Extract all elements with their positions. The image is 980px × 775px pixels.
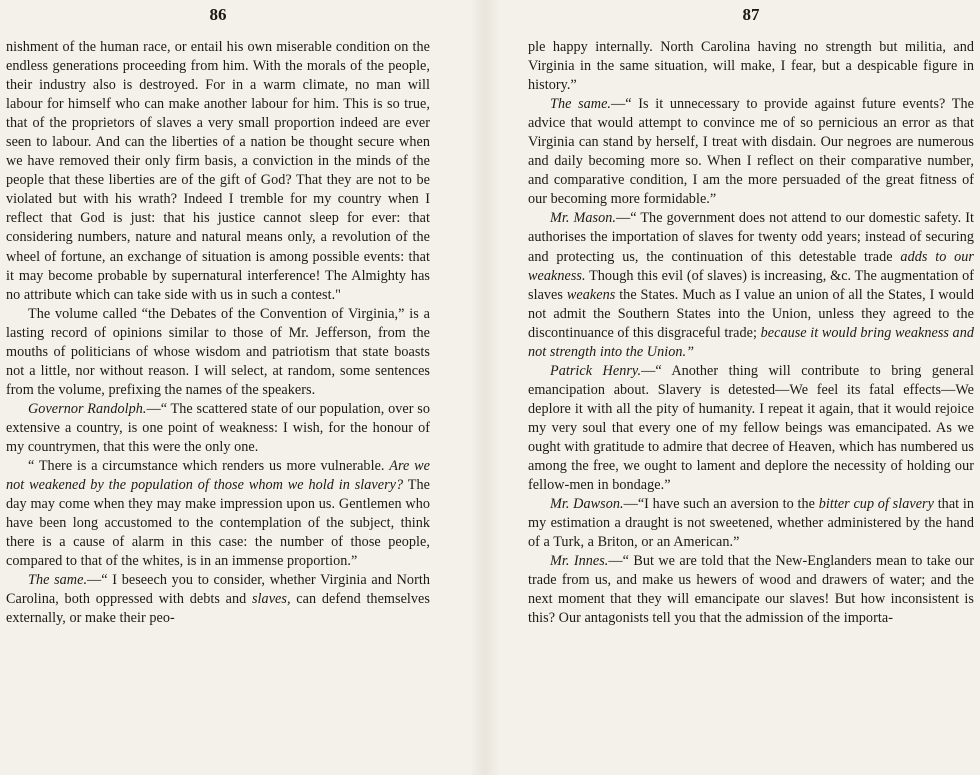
paragraph-text: The volume called “the Debates of the Convention of Virginia,” is a lasting record of opinions similar to those of Mr. Jefferson, from the mouths of politicians of whose wisdom and patriotism that state boasts not a little, nor without reason. I will select, at random, some sentences from the volume, prefixing the names of the speakers. xyxy=(6,305,430,398)
paragraph xyxy=(528,362,974,495)
paragraph xyxy=(6,38,430,305)
speaker-name: Mr. Innes. xyxy=(550,553,609,570)
speaker-name: The same. xyxy=(550,96,612,113)
paragraph-text: nishment of the human race, or entail his own miserable condition on the endless generations proceeding from him. With the morals of the people, their industry also is destroyed. For in a warm climate, no man will labour for himself who can make another labour for him. This is so true, that of the proprietors of slaves a very small proportion indeed are ever seen to labour. And can the liberties of a nation be thought secure when we have removed their only firm basis, a conviction in the minds of the people that these liberties are of the gift of God? That they are not to be violated but with his wrath? Indeed I tremble for my country when I reflect that God is just: that his justice cannot sleep for ever: that considering numbers, nature and natural means only, a revolution of the wheel of fortune, an exchange of situation is among possible events: that it may become probable by supernatural interference! The Almighty has no attribute which can take side with us in such a contest." xyxy=(6,39,430,303)
paragraph-text: ple happy internally. North Carolina having no strength but militia, and Virginia in the same situation, will make, I fear, but a despicable figure in history.” xyxy=(528,39,974,94)
paragraph-text: —“ Another thing will contribute to bring general emancipation about. Slavery is detested—We feel its fatal effects—We deplore it with all the pity of humanity. I repeat it again, that it would rejoice my very soul that every one of my fellow beings was emancipated. As we ought with gratitude to admire that decree of Heaven, which has numbered us among the free, we ought to lament and deplore the necessity of holding our fellow-men in bondage.” xyxy=(528,362,974,494)
italic-emphasis: because it would bring weakness and not strength into the Union.” xyxy=(528,324,974,360)
speaker-name: Governor Randolph. xyxy=(28,400,147,417)
paragraph-text: can defend themselves externally, or make their peo- xyxy=(6,591,430,627)
paragraph xyxy=(528,552,974,628)
paragraph xyxy=(6,571,430,628)
paragraph-text: —“ Is it unnecessary to provide against future events? The advice that would attempt to convince me of so pernicious an error as that Virginia can stand by herself, I treat with disdain. Our negroes are numerous and daily becoming more so. When I reflect on their comparative number, and comparative condition, I am the more persuaded of the great fitness of our becoming more formidable.” xyxy=(528,96,974,208)
paragraph-text: —“ But we are told that the New-Englanders mean to take our trade from us, and make us hewers of wood and drawers of water; and the next moment that they will emancipate our slaves! But how inconsistent is this? Our antagonists tell you that the admission of the importa- xyxy=(528,553,974,627)
paragraph-text: that in my estimation a draught is not sweetened, whether administered by the hand of a Turk, a Briton, or an American.” xyxy=(528,496,975,551)
paragraph-text: —“I have such an aversion to the xyxy=(623,496,815,513)
page-body xyxy=(528,38,974,628)
speaker-name: Patrick Henry. xyxy=(550,362,642,379)
paragraph-text: “ There is a circumstance which renders us more vulnerable. xyxy=(28,458,385,475)
page-number: 86 xyxy=(209,5,227,24)
paragraph-text: the States. Much as I value an union of all the States, I would not admit the Southern States into the Union, unless they agreed to the discontinuance of this disgraceful trade; xyxy=(528,286,974,341)
italic-emphasis: Are we not weakened by the population of those whom we hold in slavery? xyxy=(6,458,430,494)
paragraph-text: —“ The government does not attend to our domestic safety. It authorises the importation of slaves for twenty odd years; instead of securing and protecting us, the continuation of this detestable trade xyxy=(528,210,974,265)
speaker-name: Mr. Dawson. xyxy=(550,496,624,513)
italic-emphasis: weakens xyxy=(566,286,616,303)
paragraph xyxy=(528,209,974,361)
paragraph-text: Though this evil (of slaves) is increasing, &c. The augmentation of slaves xyxy=(528,267,974,303)
italic-emphasis: slaves, xyxy=(251,591,291,608)
italic-emphasis: bitter cup of slavery xyxy=(818,496,934,513)
speaker-name: The same. xyxy=(28,572,88,589)
page-body xyxy=(6,38,430,628)
paragraph xyxy=(528,38,974,95)
paragraph xyxy=(528,495,974,552)
right-page xyxy=(500,0,980,775)
paragraph xyxy=(528,95,974,209)
paragraph xyxy=(6,305,430,400)
left-page xyxy=(0,0,470,775)
paragraph-text: —“ I beseech you to consider, whether Virginia and North Carolina, both oppressed with debts and xyxy=(6,572,430,608)
paragraph-text: The day may come when they may make impression upon us. Gentlemen who have been long accustomed to the contemplation of the subject, think there is a cause of alarm in this case: the number of those people, compared to that of the whites, is in an immense proportion.” xyxy=(6,477,430,570)
page-number: 87 xyxy=(742,5,760,24)
paragraph xyxy=(6,400,430,457)
paragraph xyxy=(6,457,430,571)
paragraph-text: —“ The scattered state of our population, over so extensive a country, is one point of weakness: I wish, for the honour of my countrymen, that this were the only one. xyxy=(6,400,430,455)
speaker-name: Mr. Mason. xyxy=(550,210,616,227)
italic-emphasis: adds to our weakness. xyxy=(528,248,974,284)
page-gutter xyxy=(470,0,500,775)
